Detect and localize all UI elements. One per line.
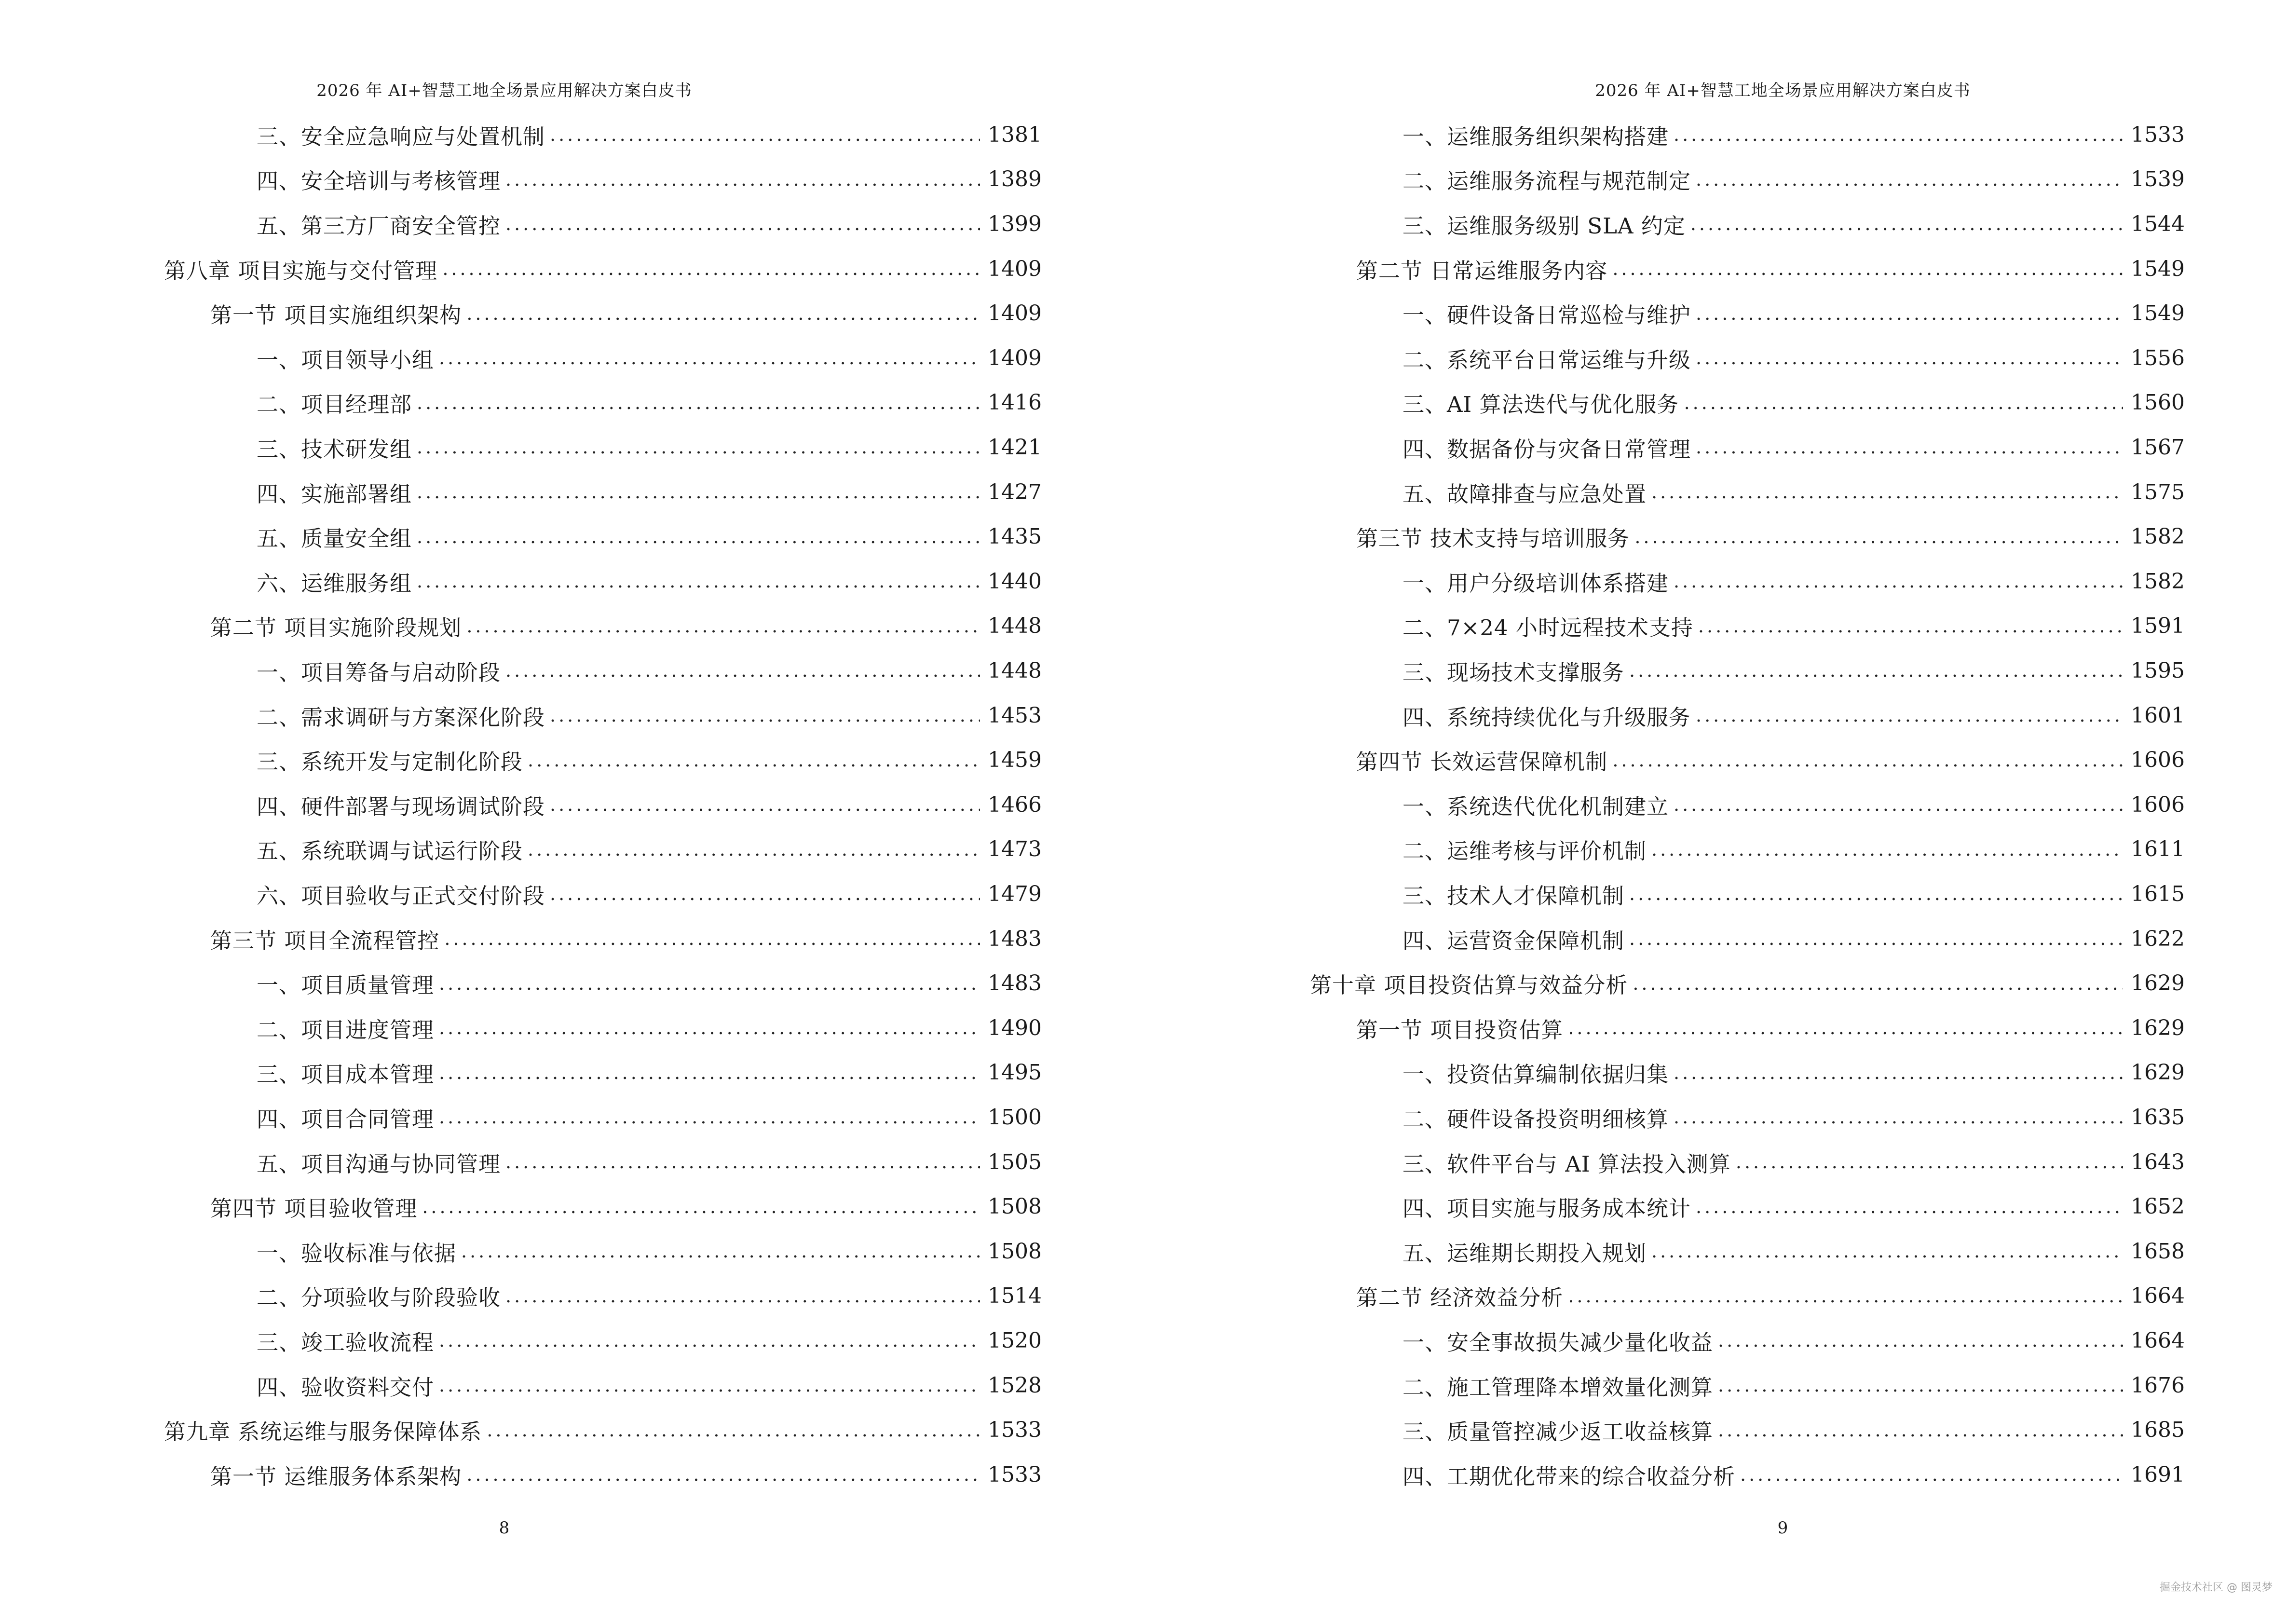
toc-entry-page: 1595 [2131, 658, 2185, 683]
toc-entry-title: 二、项目经理部 [257, 392, 412, 418]
toc-entry-title: 三、现场技术支撑服务 [1402, 659, 1625, 685]
toc-entry[interactable] [1402, 559, 2185, 604]
toc-entry[interactable] [1402, 648, 2185, 693]
toc-entry-title: 二、系统平台日常运维与升级 [1402, 347, 1691, 373]
toc-entry-title: 三、竣工验收流程 [257, 1329, 435, 1355]
toc-entry[interactable] [257, 872, 1042, 916]
toc-entry-page: 1539 [2131, 167, 2185, 192]
toc-entry[interactable] [257, 648, 1042, 693]
toc-entry-title: 五、第三方厂商安全管控 [257, 213, 501, 239]
dot-leader [439, 1330, 980, 1351]
toc-entry-title: 一、项目领导小组 [257, 347, 435, 373]
toc-entry[interactable] [257, 1318, 1042, 1363]
dot-leader [439, 347, 980, 368]
toc-entry[interactable] [1402, 291, 2185, 336]
toc-entry[interactable] [1356, 514, 2185, 559]
toc-entry-page: 1427 [988, 479, 1042, 505]
toc-entry-title: 五、故障排查与应急处置 [1402, 481, 1647, 507]
dot-leader [1568, 1285, 2123, 1307]
toc-entry[interactable] [257, 1095, 1042, 1140]
toc-entry-page: 1448 [988, 614, 1042, 639]
toc-entry-page: 1629 [2131, 971, 2185, 996]
toc-entry-title: 四、验收资料交付 [257, 1374, 435, 1400]
dot-leader [442, 258, 980, 279]
toc-entry-title: 一、运维服务组织架构搭建 [1402, 123, 1669, 150]
toc-entry[interactable] [257, 336, 1042, 381]
toc-entry[interactable] [1310, 961, 2185, 1006]
toc-entry[interactable] [1402, 916, 2185, 961]
watermark: 掘金技术社区 @ 图灵梦 [2160, 1582, 2273, 1594]
toc-entry[interactable] [1402, 336, 2185, 381]
toc-entry-page: 1416 [988, 390, 1042, 415]
toc-entry[interactable] [1402, 157, 2185, 202]
toc-entry-title: 一、投资估算编制依据归集 [1402, 1062, 1669, 1088]
dot-leader [1684, 392, 2123, 413]
toc-entry-title: 一、系统迭代优化机制建立 [1402, 793, 1669, 819]
toc-entry[interactable] [1356, 1006, 2185, 1051]
toc-entry-page: 1615 [2131, 881, 2185, 906]
dot-leader [1651, 839, 2123, 860]
toc-entry[interactable] [210, 1452, 1042, 1497]
toc-entry[interactable] [1402, 1229, 2185, 1274]
toc-entry-page: 1664 [2131, 1328, 2185, 1353]
dot-leader [1696, 437, 2123, 458]
toc-entry-page: 1658 [2131, 1239, 2185, 1264]
page-number: 9 [1777, 1518, 1788, 1538]
dot-leader [1612, 750, 2123, 771]
toc-entry-title: 第八章 项目实施与交付管理 [164, 258, 438, 284]
toc-entry-page: 1549 [2131, 301, 2185, 326]
toc-entry[interactable] [257, 514, 1042, 559]
dot-leader [422, 1196, 980, 1217]
toc-entry-title: 二、施工管理降本增效量化测算 [1402, 1374, 1714, 1400]
dot-leader [417, 437, 980, 458]
toc-entry-page: 1508 [988, 1239, 1042, 1264]
toc-entry[interactable] [210, 1184, 1042, 1229]
dot-leader [1698, 615, 2123, 637]
toc-entry-page: 1448 [988, 658, 1042, 683]
toc-entry-title: 四、系统持续优化与升级服务 [1402, 704, 1691, 730]
toc-entry[interactable] [1402, 1407, 2185, 1452]
toc-entry-page: 1685 [2131, 1418, 2185, 1443]
toc-entry-page: 1629 [2131, 1015, 2185, 1040]
toc-entry-title: 三、项目成本管理 [257, 1062, 435, 1088]
toc-entry-title: 六、项目验收与正式交付阶段 [257, 883, 545, 909]
dot-leader [550, 124, 980, 145]
toc-entry-page: 1389 [988, 167, 1042, 192]
toc-entry-page: 1500 [988, 1105, 1042, 1130]
toc-entry-title: 三、AI 算法迭代与优化服务 [1402, 392, 1679, 418]
toc-entry-page: 1582 [2131, 569, 2185, 594]
toc-entry[interactable] [1402, 202, 2185, 246]
dot-leader [1696, 169, 2123, 190]
toc-entry-page: 1459 [988, 748, 1042, 773]
toc-entry[interactable] [1356, 1274, 2185, 1319]
dot-leader [505, 1151, 980, 1173]
toc-entry-title: 第二节 项目实施阶段规划 [210, 615, 462, 641]
toc-entry-page: 1676 [2131, 1373, 2185, 1398]
dot-leader [1674, 1106, 2123, 1128]
toc-entry-title: 三、技术人才保障机制 [1402, 883, 1625, 909]
toc-entry[interactable] [210, 291, 1042, 336]
toc-entry[interactable] [257, 1363, 1042, 1408]
toc-entry[interactable] [1402, 1140, 2185, 1185]
toc-entry-title: 二、项目进度管理 [257, 1017, 435, 1043]
toc-entry-page: 1399 [988, 211, 1042, 236]
toc-entry-page: 1560 [2131, 390, 2185, 415]
dot-leader [417, 481, 980, 503]
toc-entry-title: 第三节 项目全流程管控 [210, 928, 440, 954]
dot-leader [466, 615, 980, 637]
dot-leader [1674, 1062, 2123, 1083]
toc-entry-page: 1533 [988, 1462, 1042, 1487]
toc-entry[interactable] [1402, 1363, 2185, 1408]
toc-entry-title: 三、安全应急响应与处置机制 [257, 123, 545, 150]
dot-leader [1568, 1017, 2123, 1038]
toc-entry[interactable] [1402, 425, 2185, 470]
toc-entry-page: 1473 [988, 837, 1042, 862]
toc-entry-page: 1483 [988, 971, 1042, 996]
dot-leader [1634, 526, 2123, 547]
right-page [1144, 0, 2287, 1624]
toc-entry[interactable] [1402, 1318, 2185, 1363]
toc-entry-title: 二、需求调研与方案深化阶段 [257, 704, 545, 730]
toc-entry[interactable] [257, 381, 1042, 425]
toc-entry-page: 1575 [2131, 479, 2185, 505]
toc-entry[interactable] [164, 246, 1042, 291]
toc-entry[interactable] [257, 782, 1042, 827]
toc-entry[interactable] [1402, 782, 2185, 827]
toc-entry-page: 1533 [988, 1418, 1042, 1443]
dot-leader [1696, 705, 2123, 726]
dot-leader [439, 1017, 980, 1038]
toc-entry[interactable] [1402, 470, 2185, 515]
toc-entry[interactable] [1402, 693, 2185, 738]
toc-entry-title: 三、运维服务级别 SLA 约定 [1402, 213, 1686, 239]
dot-leader [439, 1062, 980, 1083]
dot-leader [505, 213, 980, 234]
toc-entry-title: 二、运维考核与评价机制 [1402, 838, 1647, 864]
toc-entry-page: 1691 [2131, 1462, 2185, 1487]
toc-entry-page: 1520 [988, 1328, 1042, 1353]
dot-leader [528, 839, 980, 860]
dot-leader [417, 571, 980, 592]
toc-entry-title: 第三节 技术支持与培训服务 [1356, 526, 1630, 552]
toc-entry-page: 1556 [2131, 345, 2185, 370]
toc-entry[interactable] [257, 1274, 1042, 1319]
toc-entry-title: 第一节 项目实施组织架构 [210, 302, 462, 328]
dot-leader [439, 1375, 980, 1396]
toc-entry-page: 1567 [2131, 435, 2185, 460]
toc-entry-title: 四、硬件部署与现场调试阶段 [257, 793, 545, 819]
toc-entry-page: 1440 [988, 569, 1042, 594]
toc-entry[interactable] [257, 425, 1042, 470]
dot-leader [439, 1106, 980, 1128]
dot-leader [1690, 213, 2123, 234]
toc-entry-title: 第一节 项目投资估算 [1356, 1017, 1564, 1043]
toc-entry-page: 1635 [2131, 1105, 2185, 1130]
dot-leader [1674, 571, 2123, 592]
dot-leader [439, 973, 980, 994]
toc-entry-page: 1629 [2131, 1060, 2185, 1085]
toc-entry-title: 第四节 长效运营保障机制 [1356, 749, 1608, 775]
dot-leader [1629, 928, 2123, 949]
toc-entry-title: 三、软件平台与 AI 算法投入测算 [1402, 1151, 1731, 1177]
dot-leader [1740, 1464, 2123, 1485]
toc-entry-page: 1664 [2131, 1283, 2185, 1309]
dot-leader [1718, 1330, 2123, 1351]
dot-leader [550, 705, 980, 726]
toc-entry-page: 1528 [988, 1373, 1042, 1398]
toc-entry-title: 第九章 系统运维与服务保障体系 [164, 1419, 482, 1445]
toc-entry-page: 1508 [988, 1194, 1042, 1219]
dot-leader [1633, 973, 2123, 994]
page-number: 8 [499, 1518, 510, 1538]
toc-entry-title: 一、项目筹备与启动阶段 [257, 659, 501, 685]
dot-leader [1696, 303, 2123, 324]
toc-entry-title: 一、硬件设备日常巡检与维护 [1402, 302, 1691, 328]
toc-entry-page: 1549 [2131, 256, 2185, 281]
toc-entry[interactable] [257, 202, 1042, 246]
page-header: 2026 年 AI+智慧工地全场景应用解决方案白皮书 [316, 81, 692, 100]
dot-leader [1696, 347, 2123, 368]
dot-leader [1674, 124, 2123, 145]
toc-entry-page: 1652 [2131, 1194, 2185, 1219]
dot-leader [1651, 481, 2123, 503]
toc-entry-page: 1466 [988, 792, 1042, 817]
toc-entry-page: 1409 [988, 256, 1042, 281]
dot-leader [528, 750, 980, 771]
dot-leader [417, 526, 980, 547]
toc-entry[interactable] [257, 827, 1042, 872]
dot-leader [1651, 1241, 2123, 1262]
toc-entry[interactable] [1402, 1051, 2185, 1095]
toc-entry-title: 二、分项验收与阶段验收 [257, 1285, 501, 1311]
toc-entry-page: 1611 [2131, 837, 2185, 862]
toc-entry-title: 二、7×24 小时远程技术支持 [1402, 615, 1693, 641]
toc-entry[interactable] [257, 737, 1042, 782]
toc-entry-title: 二、运维服务流程与规范制定 [1402, 168, 1691, 194]
toc-entry-page: 1483 [988, 926, 1042, 951]
toc-entry-title: 三、技术研发组 [257, 436, 412, 462]
toc-entry-page: 1591 [2131, 614, 2185, 639]
dot-leader [1612, 258, 2123, 279]
toc-entry-page: 1514 [988, 1283, 1042, 1309]
toc-entry-title: 一、安全事故损失减少量化收益 [1402, 1329, 1714, 1355]
dot-leader [417, 392, 980, 413]
toc-entry[interactable] [1402, 872, 2185, 916]
toc-entry[interactable] [1402, 604, 2185, 649]
toc-entry-page: 1544 [2131, 211, 2185, 236]
toc-entry-page: 1453 [988, 703, 1042, 728]
dot-leader [1718, 1419, 2123, 1441]
toc-entry-title: 第一节 运维服务体系架构 [210, 1463, 462, 1489]
toc-entry-page: 1421 [988, 435, 1042, 460]
toc-entry-title: 六、运维服务组 [257, 570, 412, 596]
toc-entry-page: 1495 [988, 1060, 1042, 1085]
dot-leader [505, 660, 980, 681]
dot-leader [1674, 794, 2123, 815]
toc-entry[interactable] [1402, 381, 2185, 425]
toc-entry[interactable] [210, 916, 1042, 961]
toc-entry[interactable] [257, 1140, 1042, 1185]
toc-entry-page: 1533 [2131, 122, 2185, 147]
dot-leader [1696, 1196, 2123, 1217]
toc-entry-page: 1479 [988, 881, 1042, 906]
dot-leader [1629, 660, 2123, 681]
toc-entry-title: 二、硬件设备投资明细核算 [1402, 1106, 1669, 1132]
toc-entry-page: 1409 [988, 301, 1042, 326]
toc-entry[interactable] [1402, 1184, 2185, 1229]
toc-entry-title: 五、项目沟通与协同管理 [257, 1151, 501, 1177]
toc-entry-title: 五、质量安全组 [257, 526, 412, 552]
toc-entry[interactable] [1402, 827, 2185, 872]
dot-leader [1718, 1375, 2123, 1396]
toc-entry-page: 1606 [2131, 748, 2185, 773]
toc-entry-title: 四、工期优化带来的综合收益分析 [1402, 1463, 1736, 1489]
toc-entry-title: 五、运维期长期投入规划 [1402, 1240, 1647, 1266]
dot-leader [466, 1464, 980, 1485]
toc-entry-title: 三、系统开发与定制化阶段 [257, 749, 523, 775]
toc-entry-title: 第四节 项目验收管理 [210, 1196, 418, 1222]
toc-entry[interactable] [257, 470, 1042, 515]
toc-entry-title: 第二节 日常运维服务内容 [1356, 258, 1608, 284]
dot-leader [444, 928, 980, 949]
toc-entry[interactable] [257, 112, 1042, 157]
toc-entry[interactable] [257, 1051, 1042, 1095]
toc-entry-title: 一、项目质量管理 [257, 972, 435, 998]
toc-entry-page: 1643 [2131, 1149, 2185, 1174]
toc-entry[interactable] [1402, 1095, 2185, 1140]
toc-entry[interactable] [257, 157, 1042, 202]
toc-entry[interactable] [1356, 246, 2185, 291]
dot-leader [1736, 1151, 2123, 1173]
toc-entry-title: 三、质量管控减少返工收益核算 [1402, 1419, 1714, 1445]
toc-entry-title: 四、数据备份与灾备日常管理 [1402, 436, 1691, 462]
toc-entry[interactable] [257, 693, 1042, 738]
toc-entry-page: 1381 [988, 122, 1042, 147]
toc-entry[interactable] [257, 1006, 1042, 1051]
dot-leader [461, 1241, 980, 1262]
dot-leader [505, 169, 980, 190]
toc-entry-page: 1505 [988, 1149, 1042, 1174]
toc-entry-title: 四、运营资金保障机制 [1402, 928, 1625, 954]
toc-entry[interactable] [1402, 1452, 2185, 1497]
toc-entry-title: 一、用户分级培训体系搭建 [1402, 570, 1669, 596]
toc-entry-title: 五、系统联调与试运行阶段 [257, 838, 523, 864]
dot-leader [1629, 883, 2123, 904]
toc-entry-page: 1409 [988, 345, 1042, 370]
toc-entry-page: 1622 [2131, 926, 2185, 951]
toc-entry-title: 四、项目合同管理 [257, 1106, 435, 1132]
toc-entry-title: 第十章 项目投资估算与效益分析 [1310, 972, 1628, 998]
dot-leader [505, 1285, 980, 1307]
toc-entry[interactable] [1402, 112, 2185, 157]
dot-leader [550, 883, 980, 904]
toc-entry-title: 一、验收标准与依据 [257, 1240, 457, 1266]
toc-entry[interactable] [1356, 737, 2185, 782]
toc-entry-page: 1606 [2131, 792, 2185, 817]
toc-entry-page: 1601 [2131, 703, 2185, 728]
toc-entry-title: 四、实施部署组 [257, 481, 412, 507]
toc-entry-title: 四、项目实施与服务成本统计 [1402, 1196, 1691, 1222]
dot-leader [550, 794, 980, 815]
toc-entry[interactable] [257, 559, 1042, 604]
toc-entry-title: 四、安全培训与考核管理 [257, 168, 501, 194]
dot-leader [466, 303, 980, 324]
toc-entry[interactable] [257, 961, 1042, 1006]
toc-entry[interactable] [164, 1407, 1042, 1452]
toc-entry[interactable] [210, 604, 1042, 649]
toc-entry-page: 1582 [2131, 524, 2185, 549]
toc-entry-title: 第二节 经济效益分析 [1356, 1285, 1564, 1311]
page-header: 2026 年 AI+智慧工地全场景应用解决方案白皮书 [1595, 81, 1971, 100]
toc-entry-page: 1435 [988, 524, 1042, 549]
toc-entry[interactable] [257, 1229, 1042, 1274]
dot-leader [487, 1419, 980, 1441]
toc-entry-page: 1490 [988, 1015, 1042, 1040]
